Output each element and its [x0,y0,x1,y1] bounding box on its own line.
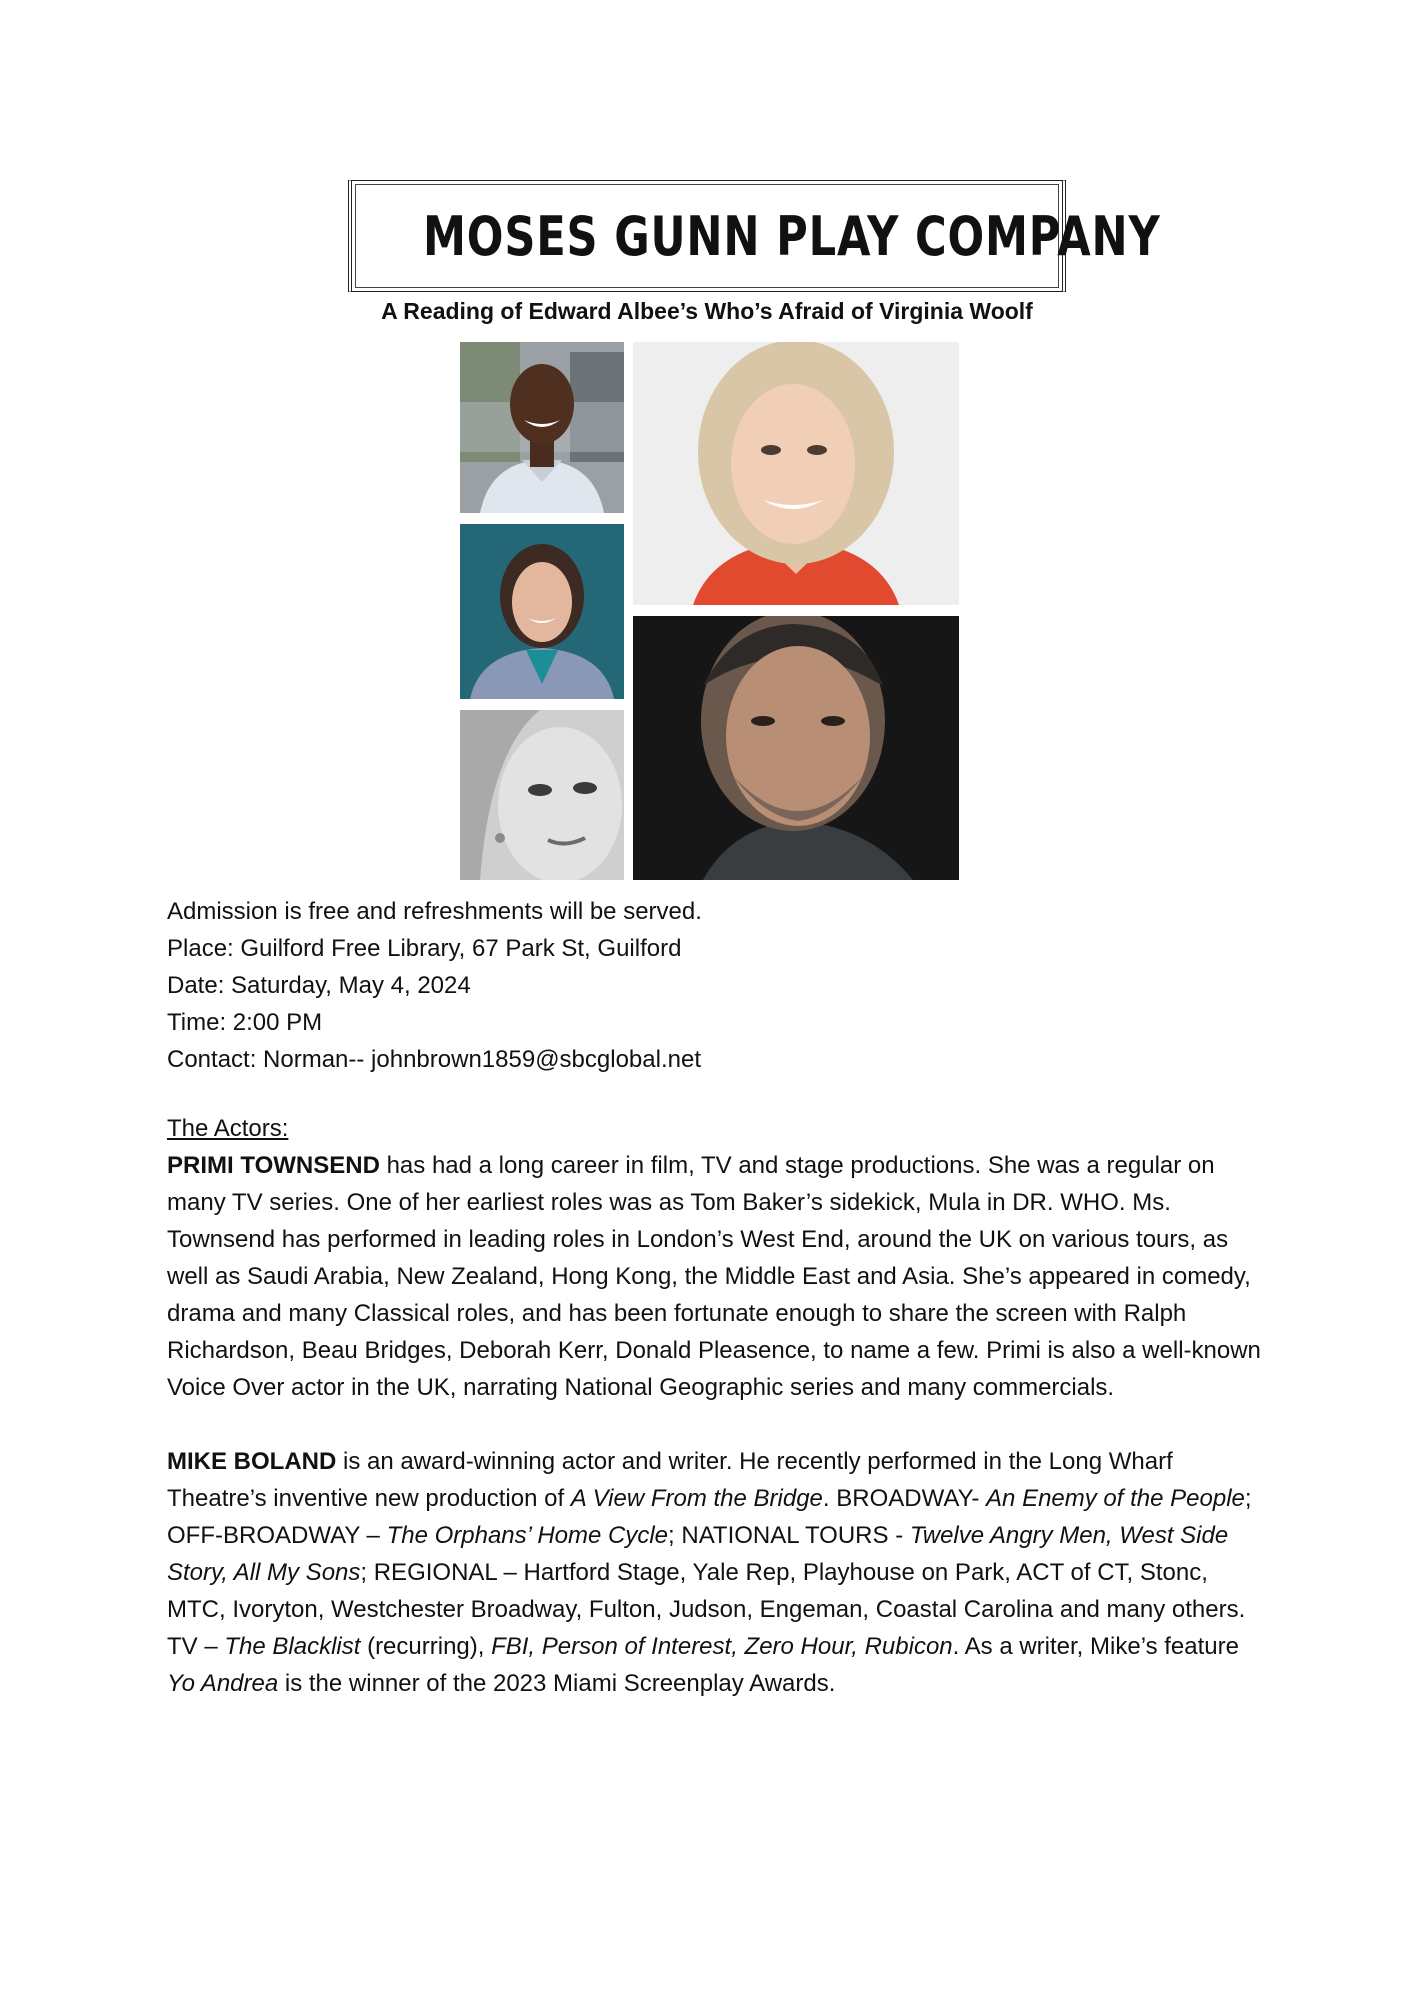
bio-text: is an award-winning actor and writer. He recently performed in the Long Wharf Theatre’s inventive new production of [167,1448,1173,1512]
actor-name: MIKE BOLAND [167,1448,337,1475]
headshot-actor-woman-blue-background [460,524,624,699]
production-title: Twelve Angry Men, West Side Story, All My Sons [167,1522,1229,1586]
headshot-actor-man-smiling [460,342,624,513]
bio-text: ; REGIONAL – Hartford Stage, Yale Rep, Playhouse on Park, ACT of CT, Stonc, MTC, Ivoryton, Westchester Broadway, Fulton, Judson, Engeman, Coastal Carolina and many others. TV – [167,1559,1246,1660]
bio-text: is the winner of the 2023 Miami Screenplay Awards. [278,1670,836,1697]
production-title: The Orphans’ Home Cycle [386,1522,669,1549]
company-logo-box [348,180,1161,292]
bio-text: ; NATIONAL TOURS - [668,1522,910,1549]
contact-text: Contact: Norman-- johnbrown1859@sbcglobal.net [167,1046,701,1073]
production-title: Yo Andrea [167,1670,279,1697]
bio-mike-boland [167,1443,1262,1702]
bio-text: (recurring), [360,1633,492,1660]
actors-heading: The Actors: [167,1115,289,1142]
bio-text: . As a writer, Mike’s feature [952,1633,1239,1660]
headshot-actor-woman-black-white [460,710,624,880]
bio-text: has had a long career in film, TV and stage productions. She was a regular on many TV series. One of her earliest roles was as Tom Baker’s sidekick, Mula in DR. WHO. Ms. Townsend has performed in leading roles in London’s West End, around the UK on various tours, as well as Saudi Arabia, New Zealand, Hong Kong, the Middle East and Asia. She’s appeared in comedy, drama and many Classical roles, and has been fortunate enough to share the screen with Ralph Richardson, Beau Bridges, Deborah Kerr, Donald Pleasence, to name a few. Primi is also a well-known Voice Over actor in the UK, narrating National Geographic series and many commercials. [167,1152,1261,1401]
bio-text: . BROADWAY- [822,1485,987,1512]
date-text: Date: Saturday, May 4, 2024 [167,972,471,999]
event-subtitle: A Reading of Edward Albee’s Who’s Afraid of Virginia Woolf [381,298,1033,324]
event-details [167,893,1267,1078]
actors-section [167,1110,1262,1702]
production-title: The Blacklist [224,1633,361,1660]
actor-name: PRIMI TOWNSEND [167,1152,380,1179]
production-title: FBI, Person of Interest, Zero Hour, Rubicon [491,1633,953,1660]
place-text: Place: Guilford Free Library, 67 Park St, Guilford [167,935,682,962]
company-name: MOSES GUNN PLAY COMPANY [423,205,1161,268]
bio-primi-townsend [167,1147,1262,1406]
bio-text: ; OFF-BROADWAY – [167,1485,1252,1549]
headshot-actor-man-beard [633,616,959,880]
headshot-actor-woman-blonde [633,342,959,605]
production-title: An Enemy of the People [986,1485,1245,1512]
production-title: A View From the Bridge [570,1485,823,1512]
time-text: Time: 2:00 PM [167,1009,323,1036]
admission-text: Admission is free and refreshments will be served. [167,898,702,925]
